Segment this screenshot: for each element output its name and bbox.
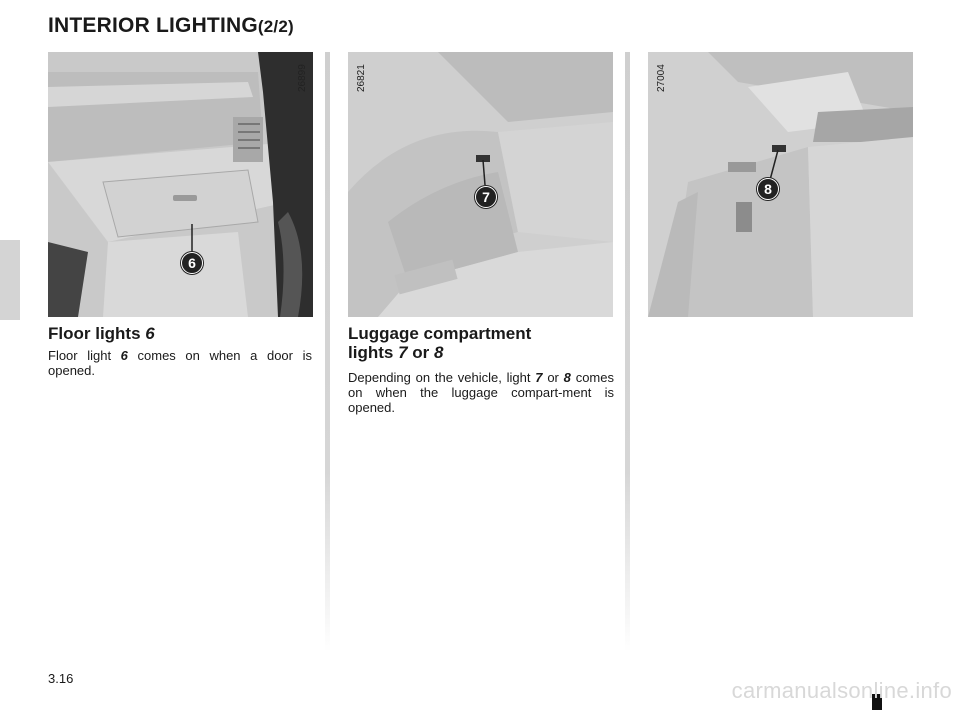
- page-number: 3.16: [48, 671, 74, 686]
- section-title-floor-lights: Floor lights 6: [48, 324, 155, 343]
- callout-7: 7: [475, 186, 497, 208]
- figure-luggage-light-7: [348, 52, 613, 317]
- figure-luggage-light-8: [648, 52, 913, 317]
- section-body-luggage-lights: Depending on the vehicle, light 7 or 8 comes on when the luggage compart-ment is opened.: [348, 370, 614, 415]
- page-title: INTERIOR LIGHTING(2/2): [48, 14, 294, 37]
- column-divider: [625, 52, 630, 652]
- section-body-floor-lights: Floor light 6 comes on when a door is opened.: [48, 348, 312, 378]
- section-title-luggage-lights: Luggage compartment lights 7 or 8: [348, 324, 532, 362]
- figure-ref: 26821: [356, 64, 367, 92]
- callout-6: 6: [181, 252, 203, 274]
- callout-8: 8: [757, 178, 779, 200]
- page-part-indicator: (2/2): [257, 17, 294, 36]
- chapter-tab: [0, 240, 20, 320]
- watermark: carmanualsonline.info: [731, 678, 952, 703]
- figure-floor-light: [48, 52, 313, 317]
- figure-ref: 26899: [297, 64, 308, 92]
- figure-ref: 27004: [656, 64, 667, 92]
- column-divider: [325, 52, 330, 652]
